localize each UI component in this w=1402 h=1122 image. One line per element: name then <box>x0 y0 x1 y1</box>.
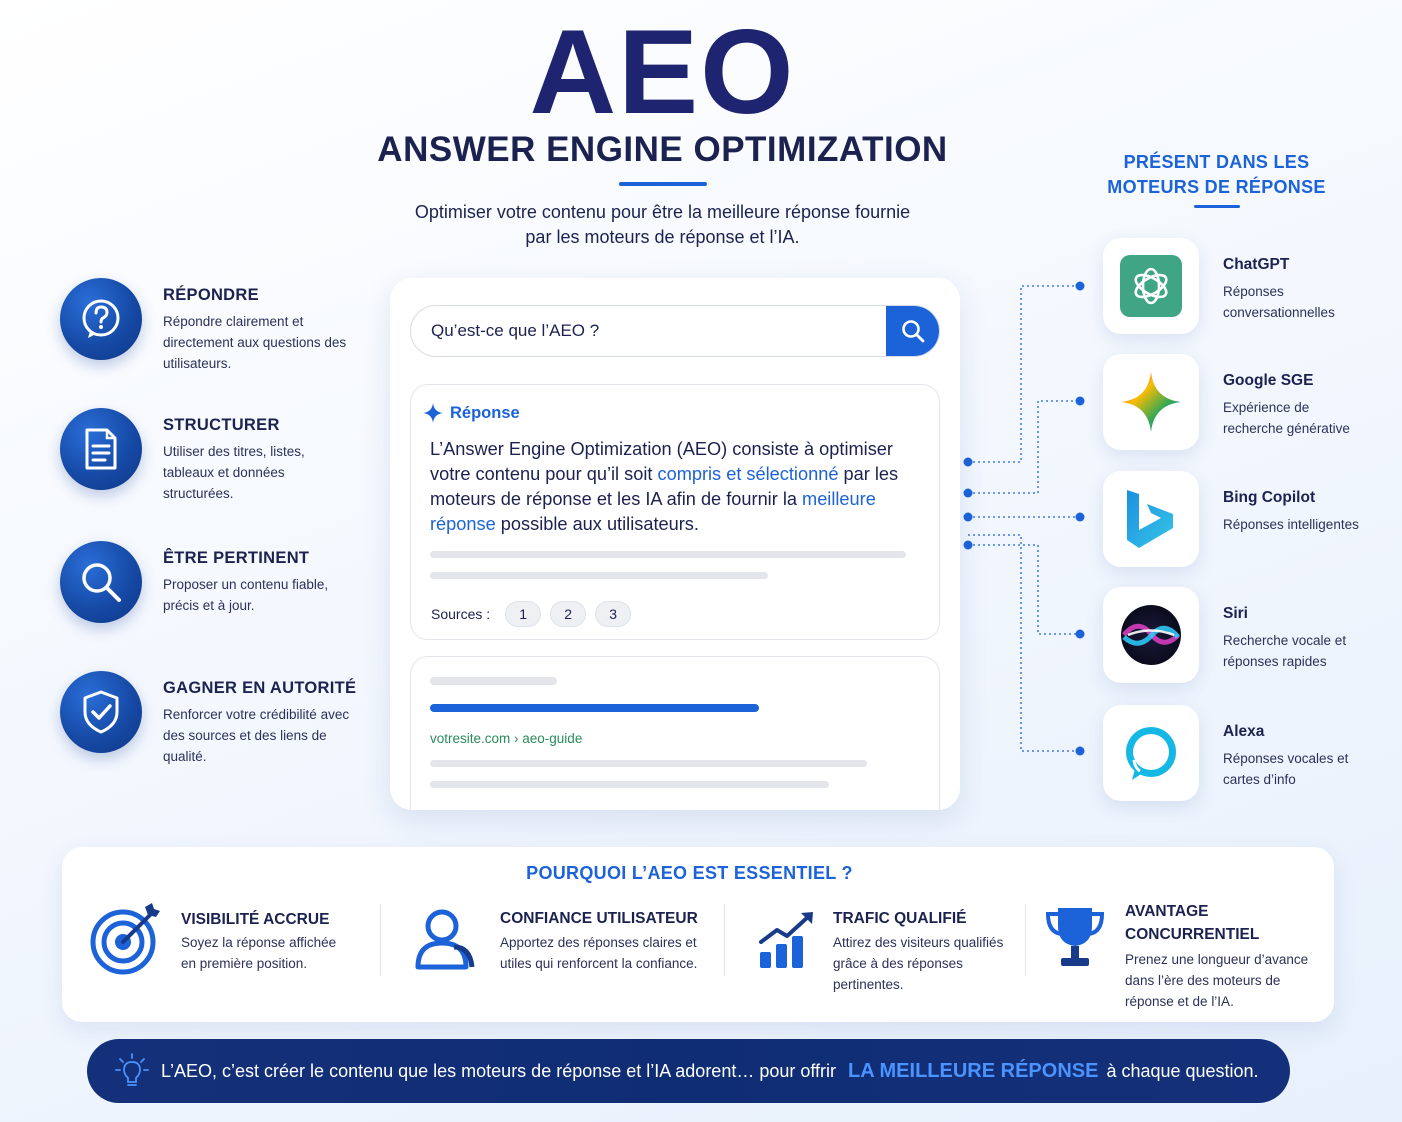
platform-desc: Réponses conversationnelles <box>1223 284 1335 320</box>
answer-text-part: possible aux utilisateurs. <box>495 514 699 534</box>
why-trafic <box>757 902 1027 1012</box>
platform-google-sge <box>1103 354 1393 450</box>
pillar-structurer <box>60 408 380 518</box>
why-separator <box>1025 904 1026 976</box>
pillar-repondre <box>60 278 380 388</box>
pillar-etre-pertinent <box>60 541 380 651</box>
alexa-icon <box>1103 705 1199 801</box>
search-icon <box>900 318 926 344</box>
siri-icon <box>1103 587 1199 683</box>
answer-text-part: par les moteurs de réponse et les IA afin de fournir la <box>430 464 899 509</box>
answer-text <box>430 437 920 537</box>
platforms-title-divider <box>1194 205 1240 208</box>
sources-label: Sources : <box>431 606 491 622</box>
chatgpt-icon <box>1103 238 1199 334</box>
title-divider <box>619 182 707 186</box>
why-avantage <box>1044 902 1324 1012</box>
search-mockup-card <box>390 278 960 810</box>
platform-name: Bing Copilot <box>1223 489 1316 506</box>
pillar-gagner-en-autorite <box>60 671 380 781</box>
why-item-desc: Soyez la réponse affichée en première position. <box>181 935 337 971</box>
answer-label: Réponse <box>450 403 520 422</box>
platform-chatgpt <box>1103 238 1393 334</box>
search-result-preview[interactable] <box>410 656 940 810</box>
platforms-title: PRÉSENT DANS LES MOTEURS DE RÉPONSE <box>1107 152 1326 197</box>
platform-name: Siri <box>1223 605 1248 622</box>
search-button[interactable] <box>886 305 940 357</box>
pillar-title: ÊTRE PERTINENT <box>163 549 310 567</box>
platform-alexa <box>1103 705 1393 801</box>
page-subtitle: ANSWER ENGINE OPTIMIZATION <box>377 130 948 169</box>
platform-siri <box>1103 587 1393 683</box>
user-icon <box>414 907 476 971</box>
sources-row <box>431 601 631 627</box>
platform-desc: Expérience de recherche générative <box>1223 400 1350 436</box>
answer-header <box>423 403 520 423</box>
why-separator <box>380 904 381 976</box>
platform-desc: Recherche vocale et réponses rapides <box>1223 633 1347 669</box>
pillar-desc: Proposer un contenu fiable, précis et à jour. <box>163 577 329 613</box>
banner-highlight: LA MEILLEURE RÉPONSE <box>848 1059 1099 1082</box>
why-confiance <box>414 902 724 1012</box>
why-item-desc: Attirez des visiteurs qualifiés grâce à des réponses pertinentes. <box>833 935 1004 992</box>
pillar-title: GAGNER EN AUTORITÉ <box>163 679 357 697</box>
platform-name: Google SGE <box>1223 372 1314 389</box>
lightbulb-icon <box>115 1052 149 1090</box>
growth-chart-icon <box>757 908 819 970</box>
why-aeo-section <box>62 847 1334 1022</box>
search-icon <box>60 541 142 623</box>
placeholder-line <box>430 781 829 788</box>
platform-desc: Réponses intelligentes <box>1223 517 1359 532</box>
answer-text-part: L’Answer Engine Optimization (AEO) consiste à optimiser votre contenu pour qu’il soit <box>430 439 893 484</box>
answer-highlight: compris et sélectionné <box>657 464 839 484</box>
result-url[interactable]: votresite.com › aeo-guide <box>430 731 583 746</box>
target-icon <box>90 903 162 975</box>
search-query[interactable]: Qu’est-ce que l’AEO ? <box>431 321 600 340</box>
shield-check-icon <box>60 671 142 753</box>
sparkle-icon <box>423 403 443 423</box>
page-title: AEO <box>529 5 796 139</box>
platform-bing-copilot <box>1103 471 1393 567</box>
placeholder-line <box>430 677 557 685</box>
platform-name: Alexa <box>1223 723 1265 740</box>
bing-icon <box>1103 471 1199 567</box>
question-icon <box>60 278 142 360</box>
source-pill-3[interactable]: 3 <box>595 601 631 627</box>
banner-text: L’AEO, c’est créer le contenu que les moteurs de réponse et l’IA adorent… pour offrir <box>161 1060 837 1081</box>
why-visibilite <box>90 902 380 1012</box>
intro-text: Optimiser votre contenu pour être la meilleure réponse fournie par les moteurs de réponse et l’IA. <box>414 202 911 247</box>
answer-panel <box>410 384 940 640</box>
document-icon <box>60 408 142 490</box>
search-bar[interactable] <box>410 305 940 357</box>
why-item-desc: Apportez des réponses claires et utiles qui renforcent la confiance. <box>500 935 698 971</box>
why-item-desc: Prenez une longueur d’avance dans l’ère des moteurs de réponse et de l’IA. <box>1125 952 1309 1009</box>
placeholder-line <box>430 551 906 558</box>
trophy-icon <box>1044 904 1106 972</box>
pillar-desc: Utiliser des titres, listes, tableaux et données structurées. <box>163 444 305 501</box>
platform-name: ChatGPT <box>1223 256 1290 273</box>
pillar-title: RÉPONDRE <box>163 286 259 304</box>
why-item-title: TRAFIC QUALIFIÉ <box>833 910 967 927</box>
why-separator <box>724 904 725 976</box>
conclusion-banner <box>87 1039 1290 1103</box>
source-pill-1[interactable]: 1 <box>505 601 541 627</box>
banner-text-end: à chaque question. <box>1106 1060 1259 1081</box>
source-pill-2[interactable]: 2 <box>550 601 586 627</box>
why-item-title: AVANTAGE CONCURRENTIEL <box>1125 903 1260 943</box>
answer-highlight: meilleure réponse <box>430 489 876 534</box>
pillar-title: STRUCTURER <box>163 416 280 434</box>
why-item-title: CONFIANCE UTILISATEUR <box>500 910 698 927</box>
pillar-desc: Répondre clairement et directement aux questions des utilisateurs. <box>163 314 347 371</box>
why-title: POURQUOI L’AEO EST ESSENTIEL ? <box>526 863 853 883</box>
gemini-sparkle-icon <box>1103 354 1199 450</box>
pillar-desc: Renforcer votre crédibilité avec des sources et des liens de qualité. <box>163 707 350 764</box>
placeholder-line <box>430 572 768 579</box>
result-title-bar[interactable] <box>430 704 759 712</box>
placeholder-line <box>430 760 867 767</box>
platform-desc: Réponses vocales et cartes d’info <box>1223 751 1349 787</box>
why-item-title: VISIBILITÉ ACCRUE <box>181 911 330 928</box>
